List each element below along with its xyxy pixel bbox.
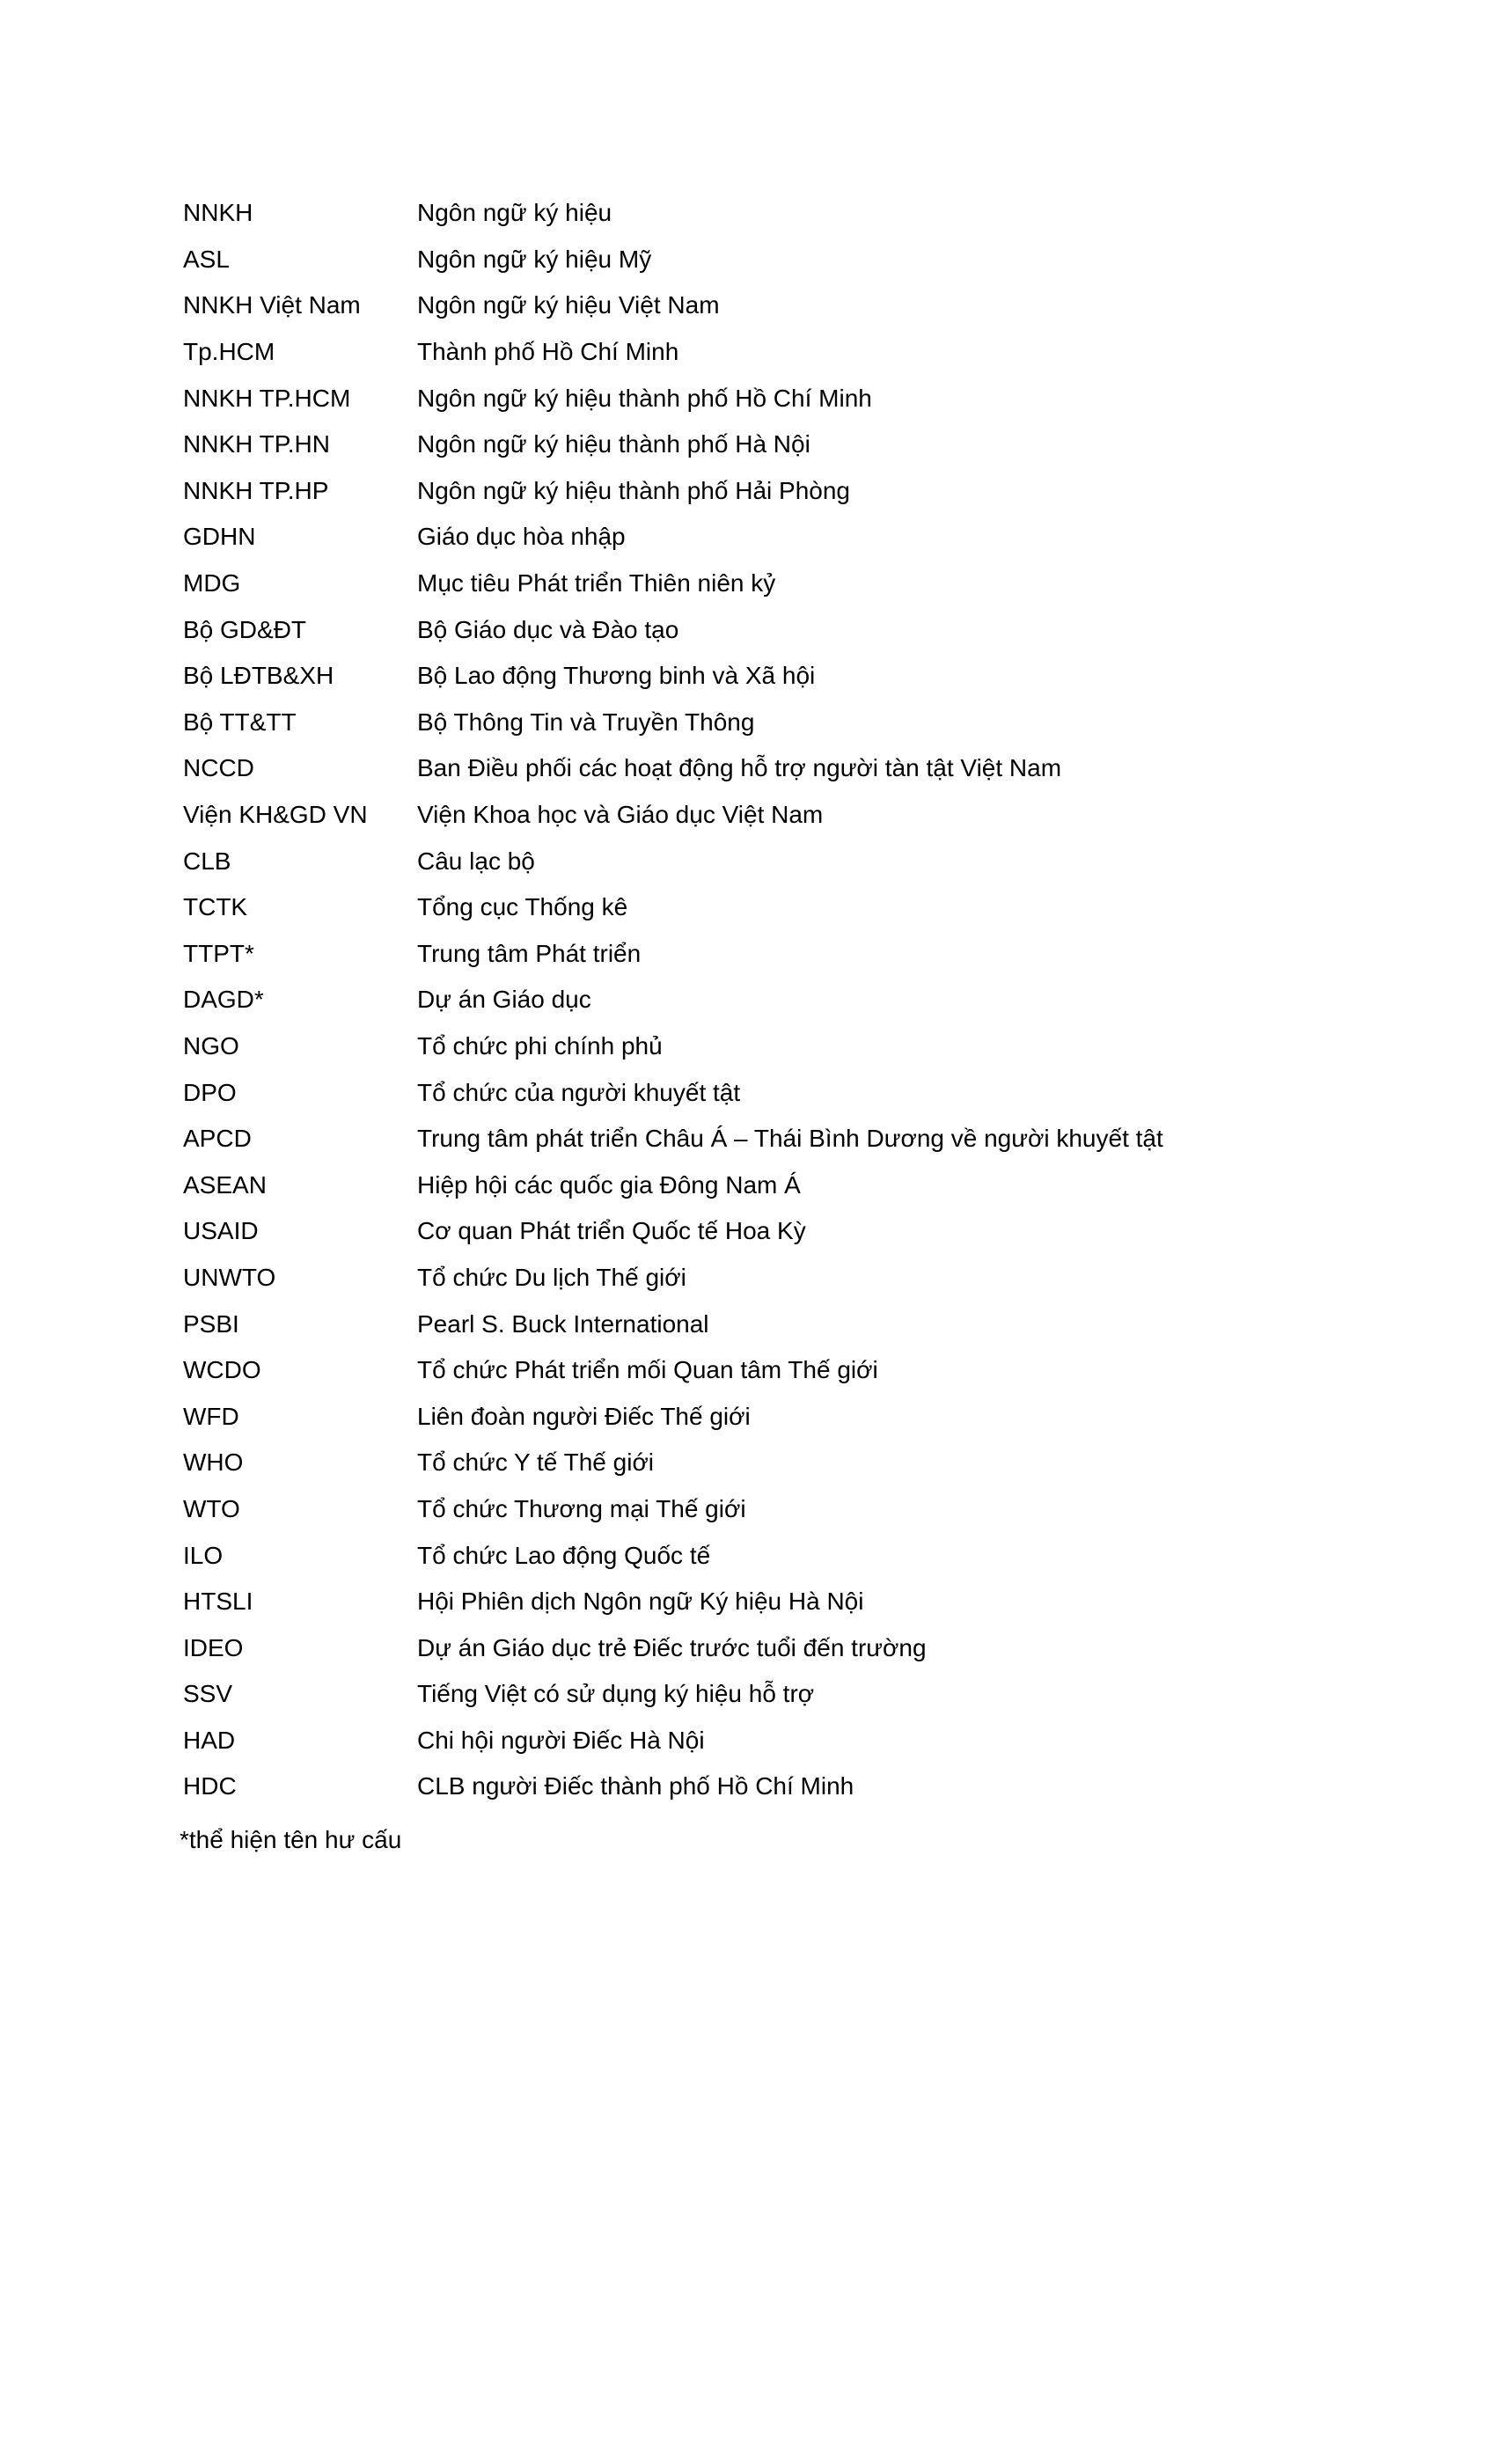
abbreviation-row bbox=[183, 1208, 1163, 1255]
abbreviation-meaning: Trung tâm phát triển Châu Á – Thái Bình Dương về người khuyết tật bbox=[417, 1125, 1163, 1153]
abbreviation-row bbox=[183, 1624, 1163, 1671]
abbreviation-table bbox=[183, 190, 1163, 1810]
abbreviation-row bbox=[183, 1579, 1163, 1625]
abbreviation-term: ASL bbox=[183, 245, 230, 273]
abbreviation-meaning: Tổ chức phi chính phủ bbox=[417, 1031, 663, 1060]
abbreviation-row bbox=[183, 606, 1163, 653]
abbreviation-row bbox=[183, 1116, 1163, 1162]
abbreviation-term: NNKH Việt Nam bbox=[183, 291, 361, 319]
abbreviation-term: ILO bbox=[183, 1541, 224, 1569]
abbreviation-meaning: Chi hội người Điếc Hà Nội bbox=[417, 1726, 705, 1754]
abbreviation-row bbox=[183, 561, 1163, 607]
abbreviation-meaning: Câu lạc bộ bbox=[417, 847, 535, 875]
abbreviation-meaning: Hội Phiên dịch Ngôn ngữ Ký hiệu Hà Nội bbox=[417, 1588, 864, 1616]
abbreviation-term: NCCD bbox=[183, 754, 254, 782]
footnote: *thể hiện tên hư cấu bbox=[180, 1826, 402, 1853]
abbreviation-meaning: Bộ Giáo dục và Đào tạo bbox=[417, 615, 679, 643]
abbreviation-term: WTO bbox=[183, 1494, 240, 1522]
abbreviation-term: HTSLI bbox=[183, 1588, 253, 1616]
abbreviation-row bbox=[183, 1718, 1163, 1764]
abbreviation-term: Viện KH&GD VN bbox=[183, 801, 368, 829]
abbreviation-meaning: Ngôn ngữ ký hiệu thành phố Hồ Chí Minh bbox=[417, 384, 872, 412]
abbreviation-meaning: Tổng cục Thống kê bbox=[417, 893, 628, 921]
abbreviation-term: USAID bbox=[183, 1217, 259, 1245]
abbreviation-row bbox=[183, 792, 1163, 839]
abbreviation-row bbox=[183, 282, 1163, 329]
abbreviation-meaning: Tổ chức Phát triển mối Quan tâm Thế giới bbox=[417, 1356, 878, 1384]
abbreviation-term: MDG bbox=[183, 569, 241, 598]
abbreviation-row bbox=[183, 1255, 1163, 1302]
abbreviation-term: DAGD* bbox=[183, 986, 264, 1014]
abbreviation-term: TTPT* bbox=[183, 939, 254, 967]
abbreviation-term: WHO bbox=[183, 1448, 244, 1477]
abbreviation-meaning: CLB người Điếc thành phố Hồ Chí Minh bbox=[417, 1772, 854, 1800]
abbreviation-meaning: Giáo dục hòa nhập bbox=[417, 523, 626, 551]
abbreviation-meaning: Dự án Giáo dục trẻ Điếc trước tuổi đến trường bbox=[417, 1633, 927, 1661]
abbreviation-meaning: Tổ chức Lao động Quốc tế bbox=[417, 1541, 711, 1569]
abbreviation-row bbox=[183, 329, 1163, 376]
abbreviation-meaning: Tổ chức Y tế Thế giới bbox=[417, 1448, 655, 1477]
abbreviation-row bbox=[183, 514, 1163, 561]
abbreviation-meaning: Thành phố Hồ Chí Minh bbox=[417, 338, 679, 366]
abbreviation-term: IDEO bbox=[183, 1633, 244, 1661]
abbreviation-term: CLB bbox=[183, 847, 231, 875]
abbreviation-term: NNKH TP.HCM bbox=[183, 384, 351, 412]
abbreviation-meaning: Liên đoàn người Điếc Thế giới bbox=[417, 1402, 751, 1430]
abbreviation-meaning: Ngôn ngữ ký hiệu thành phố Hải Phòng bbox=[417, 476, 850, 504]
abbreviation-row bbox=[183, 190, 1163, 237]
abbreviation-term: GDHN bbox=[183, 523, 256, 551]
abbreviation-row bbox=[183, 1671, 1163, 1718]
abbreviation-row bbox=[183, 1764, 1163, 1810]
abbreviation-row bbox=[183, 375, 1163, 422]
abbreviation-row bbox=[183, 1301, 1163, 1347]
abbreviation-row bbox=[183, 700, 1163, 746]
abbreviation-row bbox=[183, 237, 1163, 283]
abbreviation-meaning: Ngôn ngữ ký hiệu Mỹ bbox=[417, 245, 652, 273]
abbreviation-term: NGO bbox=[183, 1031, 239, 1060]
abbreviation-meaning: Tiếng Việt có sử dụng ký hiệu hỗ trợ bbox=[417, 1680, 815, 1708]
abbreviation-term: NNKH TP.HP bbox=[183, 476, 329, 504]
abbreviation-term: DPO bbox=[183, 1078, 237, 1106]
abbreviation-meaning: Hiệp hội các quốc gia Đông Nam Á bbox=[417, 1170, 801, 1199]
abbreviation-term: PSBI bbox=[183, 1309, 239, 1338]
abbreviation-row bbox=[183, 653, 1163, 700]
abbreviation-term: Tp.HCM bbox=[183, 338, 275, 366]
abbreviation-meaning: Tổ chức của người khuyết tật bbox=[417, 1078, 741, 1106]
abbreviation-meaning: Ngôn ngữ ký hiệu thành phố Hà Nội bbox=[417, 430, 810, 458]
abbreviation-term: HDC bbox=[183, 1772, 237, 1800]
abbreviation-row bbox=[183, 1347, 1163, 1394]
abbreviation-term: ASEAN bbox=[183, 1170, 267, 1199]
abbreviation-row bbox=[183, 1393, 1163, 1440]
abbreviation-row bbox=[183, 977, 1163, 1023]
abbreviation-row bbox=[183, 884, 1163, 931]
abbreviation-meaning: Ngôn ngữ ký hiệu bbox=[417, 199, 612, 227]
abbreviation-meaning: Viện Khoa học và Giáo dục Việt Nam bbox=[417, 801, 824, 829]
abbreviation-term: APCD bbox=[183, 1125, 252, 1153]
abbreviation-meaning: Mục tiêu Phát triển Thiên niên kỷ bbox=[417, 569, 776, 598]
abbreviation-term: UNWTO bbox=[183, 1263, 276, 1291]
abbreviation-row bbox=[183, 1532, 1163, 1579]
abbreviation-term: TCTK bbox=[183, 893, 248, 921]
abbreviation-term: SSV bbox=[183, 1680, 233, 1708]
abbreviation-term: WFD bbox=[183, 1402, 239, 1430]
abbreviation-meaning: Tổ chức Thương mại Thế giới bbox=[417, 1494, 746, 1522]
abbreviation-row bbox=[183, 468, 1163, 515]
abbreviation-list bbox=[183, 190, 1163, 1810]
abbreviation-meaning: Tổ chức Du lịch Thế giới bbox=[417, 1263, 686, 1291]
abbreviation-meaning: Dự án Giáo dục bbox=[417, 986, 591, 1014]
abbreviation-meaning: Bộ Lao động Thương binh và Xã hội bbox=[417, 662, 816, 690]
abbreviation-meaning: Bộ Thông Tin và Truyền Thông bbox=[417, 708, 755, 736]
abbreviation-term: Bộ GD&ĐT bbox=[183, 615, 307, 643]
abbreviation-term: Bộ LĐTB&XH bbox=[183, 662, 334, 690]
abbreviation-meaning: Ban Điều phối các hoạt động hỗ trợ người tàn tật Việt Nam bbox=[417, 754, 1062, 782]
abbreviation-row bbox=[183, 838, 1163, 884]
abbreviation-row bbox=[183, 931, 1163, 978]
abbreviation-row bbox=[183, 1023, 1163, 1070]
abbreviation-row bbox=[183, 1440, 1163, 1486]
abbreviation-row bbox=[183, 1069, 1163, 1116]
abbreviation-term: Bộ TT&TT bbox=[183, 708, 297, 736]
abbreviation-row bbox=[183, 745, 1163, 792]
abbreviation-term: NNKH bbox=[183, 199, 253, 227]
abbreviation-row bbox=[183, 422, 1163, 468]
abbreviation-meaning: Ngôn ngữ ký hiệu Việt Nam bbox=[417, 291, 720, 319]
abbreviation-term: NNKH TP.HN bbox=[183, 430, 331, 458]
abbreviation-meaning: Cơ quan Phát triển Quốc tế Hoa Kỳ bbox=[417, 1217, 806, 1245]
abbreviation-term: HAD bbox=[183, 1726, 236, 1754]
abbreviation-row bbox=[183, 1486, 1163, 1533]
abbreviation-term: WCDO bbox=[183, 1356, 261, 1384]
abbreviation-meaning: Trung tâm Phát triển bbox=[417, 939, 642, 967]
abbreviation-meaning: Pearl S. Buck International bbox=[417, 1309, 709, 1338]
abbreviation-row bbox=[183, 1162, 1163, 1208]
